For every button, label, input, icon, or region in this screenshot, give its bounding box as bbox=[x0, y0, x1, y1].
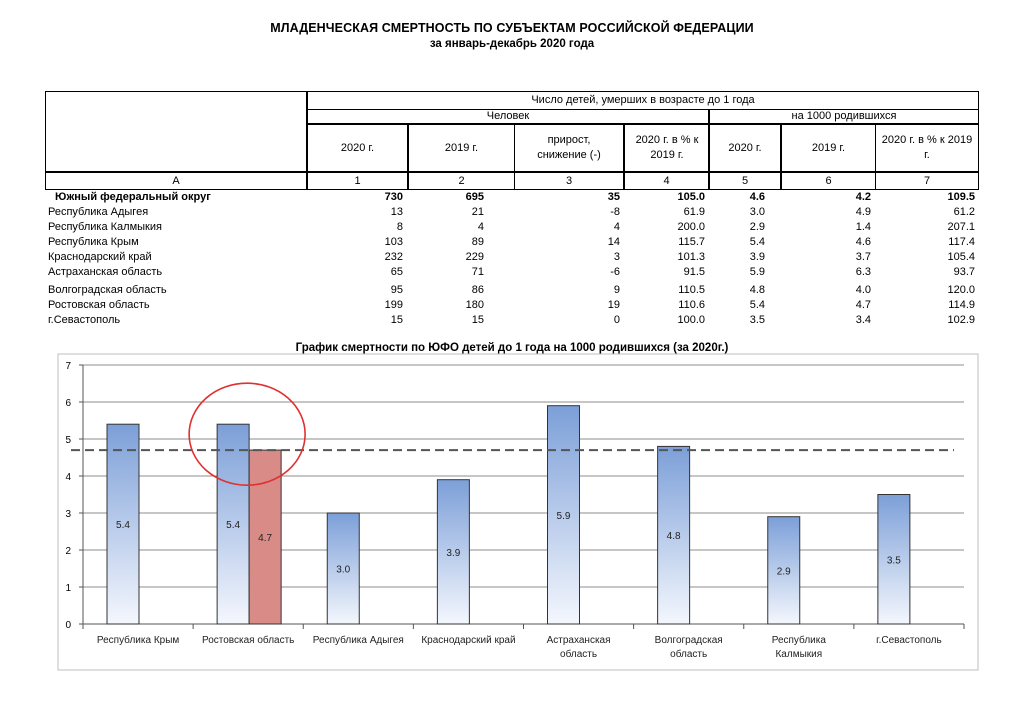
header-per-1000: на 1000 родившихся bbox=[791, 110, 897, 122]
cell-col-2: 180 bbox=[465, 299, 484, 311]
cell-col-6: 3.4 bbox=[855, 314, 871, 326]
cell-col-2: 4 bbox=[477, 221, 484, 233]
y-tick-label: 5 bbox=[65, 435, 71, 446]
cell-col-6: 3.7 bbox=[855, 251, 871, 263]
cell-col-5: 4.8 bbox=[749, 284, 765, 296]
cell-col-3: 3 bbox=[613, 251, 620, 263]
bar-value-label: 2.9 bbox=[776, 566, 791, 578]
cell-col-5: 2.9 bbox=[749, 221, 765, 233]
bar-value-label: 5.9 bbox=[556, 510, 571, 522]
cell-col-6: 4.7 bbox=[855, 299, 871, 311]
category-label: Республика Крым bbox=[96, 635, 180, 646]
chart-title: График смертности по ЮФО детей до 1 года на 1000 родившихся (за 2020г.) bbox=[295, 342, 729, 354]
category-label: область bbox=[560, 649, 598, 660]
col-number-4: 4 bbox=[663, 174, 670, 187]
cell-col-1: 199 bbox=[384, 299, 403, 311]
index-label: А bbox=[172, 174, 180, 187]
col-number-7: 7 bbox=[923, 174, 931, 187]
cell-col-1: 95 bbox=[390, 284, 403, 296]
col-number-5: 5 bbox=[741, 174, 749, 187]
cell-col-2: 15 bbox=[471, 314, 484, 326]
cell-col-5: 5.4 bbox=[749, 236, 765, 248]
cell-col-2: 695 bbox=[465, 191, 484, 203]
category-label: Астраханская bbox=[546, 635, 611, 646]
cell-col-1: 8 bbox=[396, 221, 403, 233]
region-name: Республика Калмыкия bbox=[48, 221, 162, 233]
cell-col-3: 9 bbox=[613, 284, 620, 296]
cell-col-1: 15 bbox=[390, 314, 403, 326]
cell-col-5: 3.9 bbox=[749, 251, 765, 263]
category-label: г.Севастополь bbox=[876, 635, 942, 646]
cell-col-7: 120.0 bbox=[947, 284, 975, 296]
category-label: Республика bbox=[771, 635, 826, 646]
bar-value-label: 3.9 bbox=[446, 547, 461, 559]
cell-col-5: 3.0 bbox=[749, 206, 765, 218]
col-number-2: 2 bbox=[458, 174, 465, 187]
cell-col-3: 4 bbox=[613, 221, 620, 233]
category-label: Калмыкия bbox=[775, 649, 823, 660]
cell-col-3: 19 bbox=[607, 299, 620, 311]
cell-col-6: 4.0 bbox=[855, 284, 871, 296]
col-header-2: 2019 г. bbox=[444, 141, 479, 154]
cell-col-4: 110.6 bbox=[678, 299, 705, 311]
cell-col-3: 14 bbox=[607, 236, 620, 248]
cell-col-5: 5.4 bbox=[749, 299, 765, 311]
region-name: Южный федеральный округ bbox=[55, 191, 211, 203]
cell-col-7: 61.2 bbox=[953, 206, 975, 218]
bar-value-label: 4.8 bbox=[666, 531, 681, 543]
region-name: Волгоградская область bbox=[48, 284, 167, 296]
cell-col-2: 21 bbox=[471, 206, 484, 218]
y-tick-label: 7 bbox=[65, 361, 71, 372]
y-tick-label: 3 bbox=[65, 509, 71, 520]
cell-col-6: 6.3 bbox=[855, 266, 871, 278]
cell-col-7: 105.4 bbox=[947, 251, 975, 263]
cell-col-4: 200.0 bbox=[677, 221, 705, 233]
chart-frame bbox=[58, 354, 978, 670]
cell-col-1: 65 bbox=[390, 266, 403, 278]
region-name: Ростовская область bbox=[48, 299, 150, 311]
cell-col-7: 207.1 bbox=[947, 221, 975, 233]
col-number-1: 1 bbox=[354, 174, 361, 187]
document-title: МЛАДЕНЧЕСКАЯ СМЕРТНОСТЬ ПО СУБЪЕКТАМ РОССИЙСКОЙ ФЕДЕРАЦИИ bbox=[270, 21, 754, 35]
cell-col-1: 730 bbox=[384, 191, 403, 203]
region-name: г.Севастополь bbox=[48, 314, 121, 326]
region-name: Республика Крым bbox=[48, 236, 139, 248]
region-name: Республика Адыгея bbox=[48, 206, 149, 218]
cell-col-3: -8 bbox=[610, 206, 620, 218]
cell-col-2: 86 bbox=[471, 284, 484, 296]
cell-col-5: 3.5 bbox=[749, 314, 765, 326]
cell-col-7: 114.9 bbox=[948, 299, 975, 311]
y-tick-label: 1 bbox=[65, 583, 71, 594]
y-tick-label: 4 bbox=[65, 472, 71, 483]
cell-col-4: 105.0 bbox=[677, 191, 705, 203]
category-label: область bbox=[670, 649, 708, 660]
cell-col-4: 101.3 bbox=[677, 251, 705, 263]
col-header-4: 2020 г. в % к 2019 г. bbox=[635, 134, 699, 161]
bar-value-label: 3.0 bbox=[336, 564, 351, 576]
header-children-died: Число детей, умерших в возрасте до 1 года bbox=[531, 94, 755, 106]
cell-col-1: 232 bbox=[384, 251, 403, 263]
bar-value-label: 3.5 bbox=[886, 555, 901, 567]
category-label: Волгоградская bbox=[654, 635, 723, 646]
region-name: Краснодарский край bbox=[48, 251, 152, 263]
header-persons: Человек bbox=[486, 110, 530, 122]
col-number-3: 3 bbox=[565, 174, 573, 187]
cell-col-7: 117.4 bbox=[948, 236, 975, 248]
bar-value-label: 5.4 bbox=[116, 520, 130, 532]
cell-col-2: 229 bbox=[465, 251, 484, 263]
cell-col-6: 1.4 bbox=[855, 221, 871, 233]
category-label: Краснодарский край bbox=[421, 635, 516, 646]
cell-col-7: 102.9 bbox=[947, 314, 975, 326]
cell-col-2: 89 bbox=[471, 236, 484, 248]
cell-col-7: 109.5 bbox=[947, 191, 975, 203]
cell-col-1: 103 bbox=[384, 236, 403, 248]
cell-col-6: 4.6 bbox=[855, 236, 871, 248]
bar-extra-value-label: 4.7 bbox=[258, 533, 273, 545]
cell-col-4: 110.5 bbox=[678, 284, 705, 296]
col-header-3: прирост, снижение (-) bbox=[537, 134, 601, 161]
bar-value-label: 5.4 bbox=[226, 520, 241, 532]
category-label: Республика Адыгея bbox=[312, 635, 404, 646]
category-label: Ростовская область bbox=[201, 635, 295, 646]
cell-col-3: 35 bbox=[607, 191, 620, 203]
cell-col-7: 93.7 bbox=[953, 266, 975, 278]
y-tick-label: 6 bbox=[65, 398, 71, 409]
y-tick-label: 0 bbox=[65, 620, 71, 631]
col-number-6: 6 bbox=[825, 174, 832, 187]
region-name: Астраханская область bbox=[48, 266, 163, 278]
cell-col-6: 4.9 bbox=[855, 206, 871, 218]
cell-col-1: 13 bbox=[390, 206, 403, 218]
cell-col-3: 0 bbox=[613, 314, 620, 326]
cell-col-4: 91.5 bbox=[683, 266, 705, 278]
cell-col-3: -6 bbox=[610, 266, 620, 278]
cell-col-5: 4.6 bbox=[749, 191, 765, 203]
cell-col-4: 61.9 bbox=[683, 206, 705, 218]
y-tick-label: 2 bbox=[65, 546, 71, 557]
cell-col-4: 100.0 bbox=[677, 314, 705, 326]
col-header-6: 2019 г. bbox=[811, 141, 846, 154]
cell-col-2: 71 bbox=[471, 266, 484, 278]
col-header-5: 2020 г. bbox=[728, 141, 762, 154]
cell-col-4: 115.7 bbox=[678, 236, 705, 248]
col-header-7: 2020 г. в % к 2019 г. bbox=[881, 134, 973, 161]
cell-col-6: 4.2 bbox=[855, 191, 871, 203]
cell-col-5: 5.9 bbox=[749, 266, 765, 278]
document-subtitle: за январь-декабрь 2020 года bbox=[429, 38, 595, 50]
col-header-1: 2020 г. bbox=[340, 141, 375, 154]
